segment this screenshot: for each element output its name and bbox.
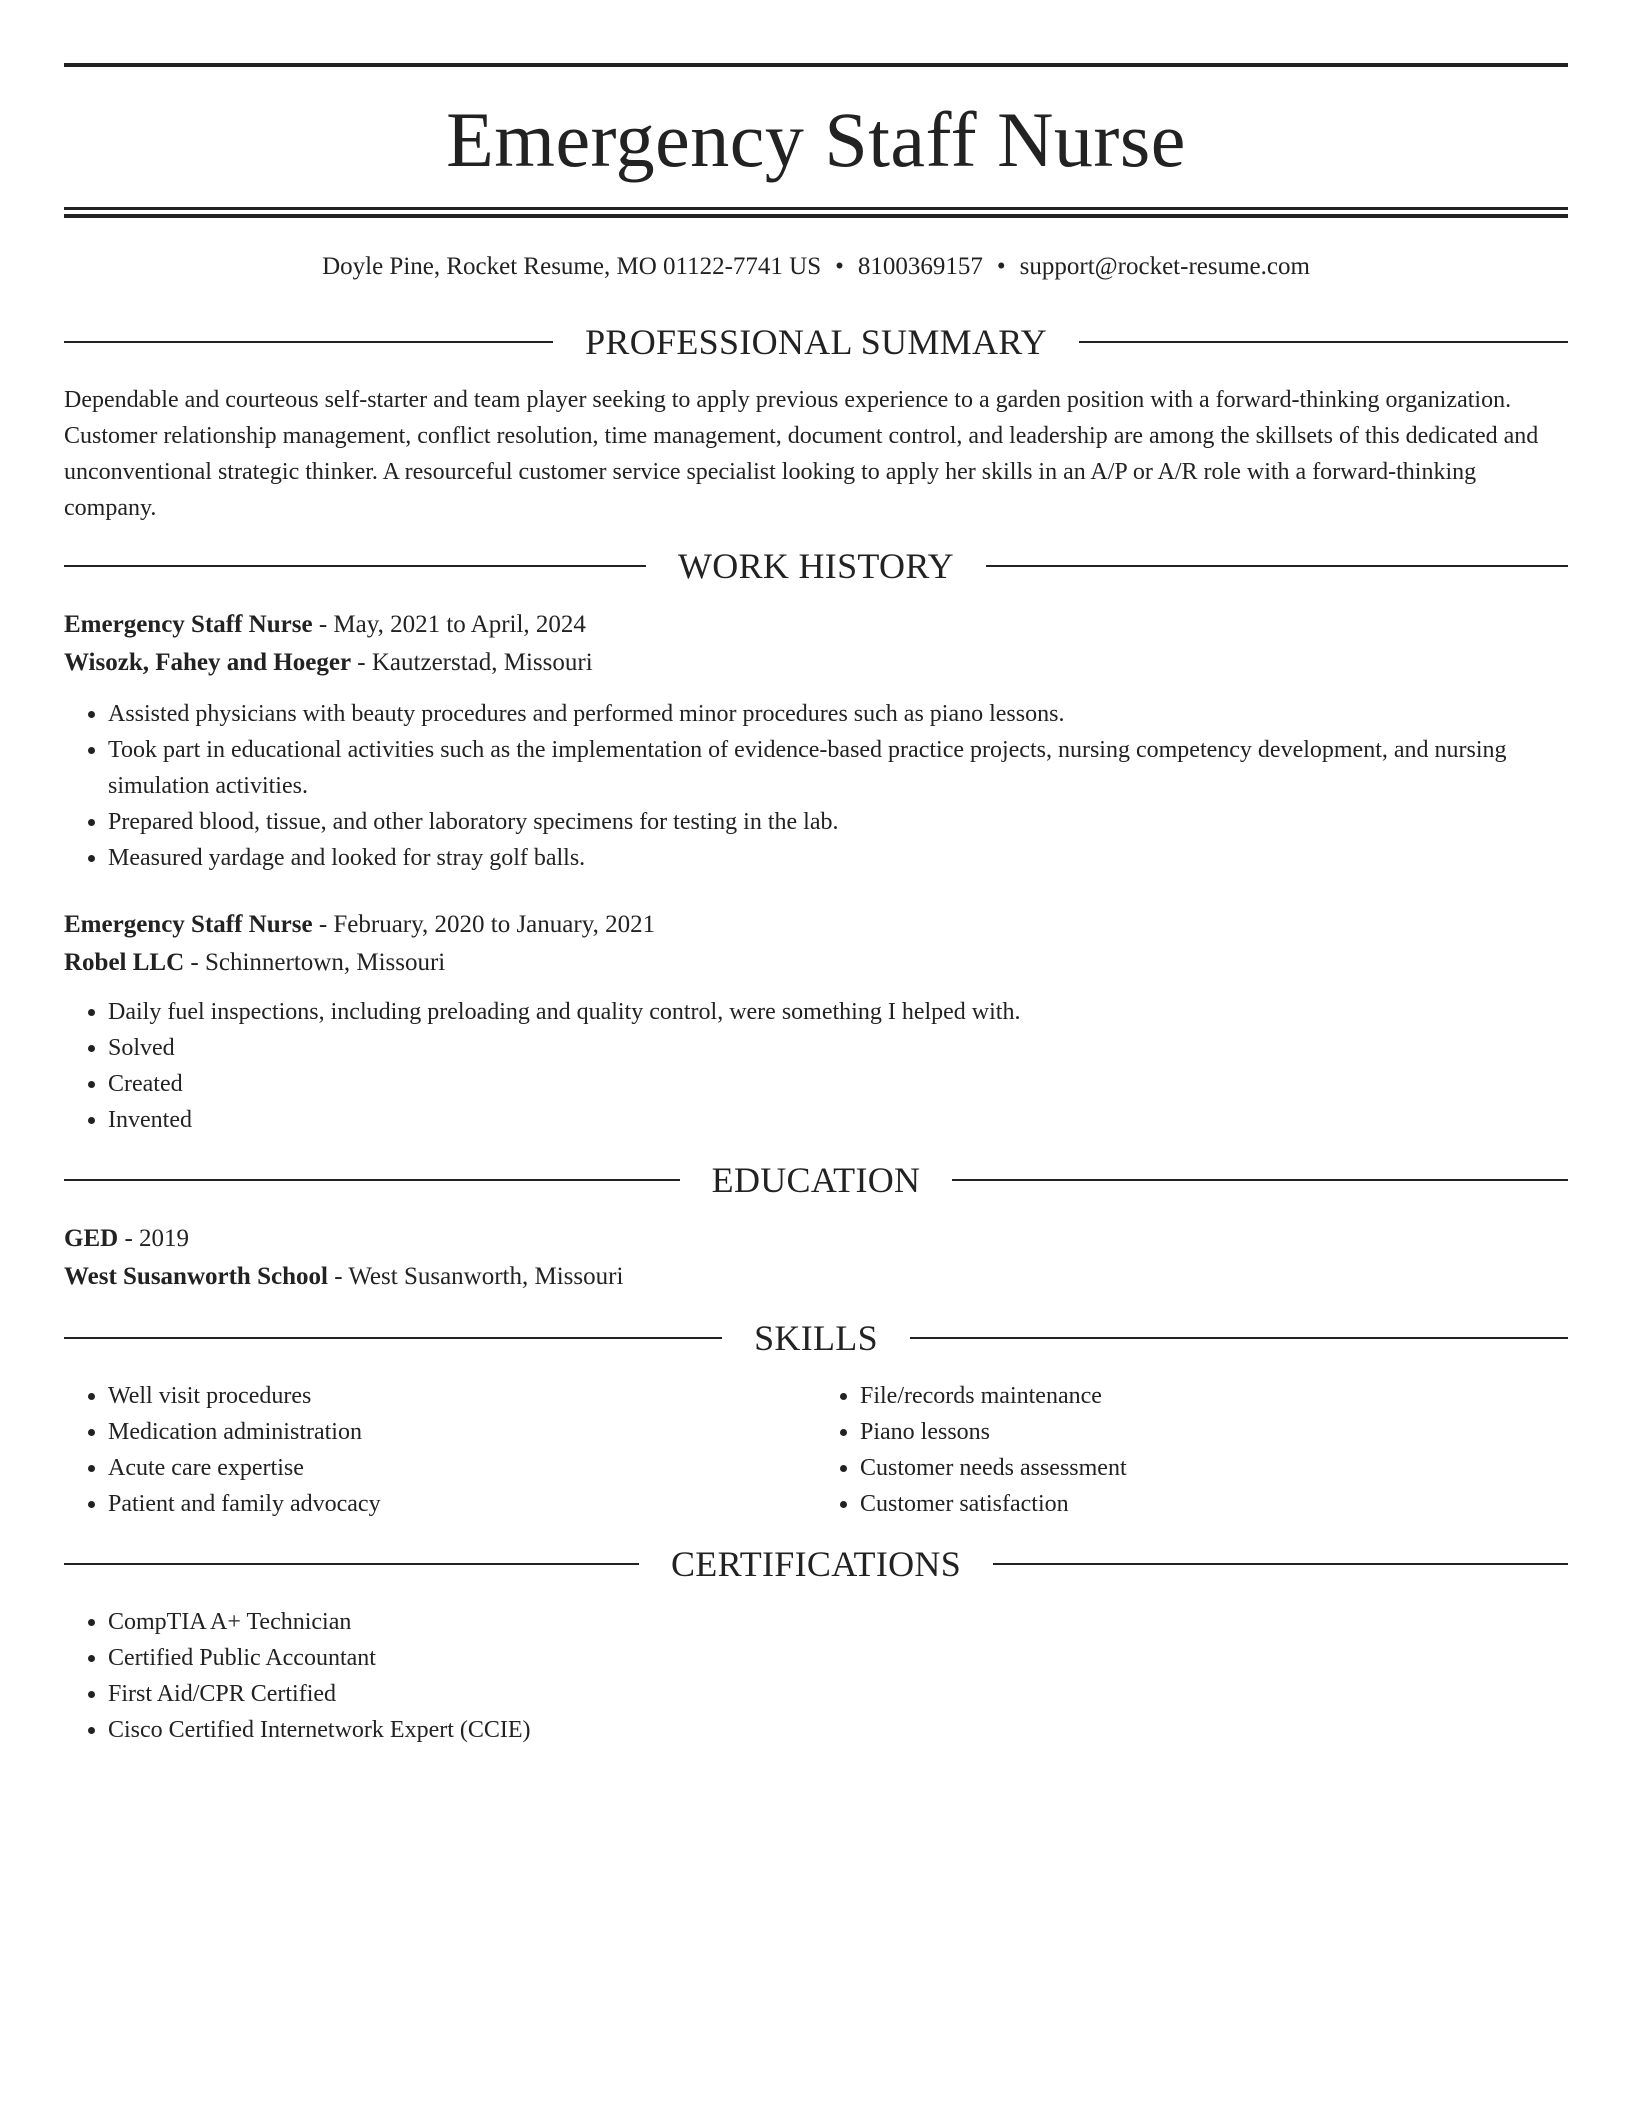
contact-separator: •	[996, 253, 1006, 280]
skill-item: • Customer satisfaction	[860, 1486, 1568, 1522]
skill-item: • Medication administration	[108, 1414, 816, 1450]
certification-item: • CompTIA A+ Technician	[108, 1604, 1568, 1640]
job-company-line	[64, 944, 1568, 982]
certifications-list	[64, 1604, 1568, 1748]
job-bullet: • Prepared blood, tissue, and other laboratory specimens for testing in the lab.	[108, 804, 1568, 840]
job-bullets	[64, 994, 1568, 1138]
job-bullet: • Assisted physicians with beauty procedures and performed minor procedures such as piano lessons.	[108, 696, 1568, 732]
contact-address: Doyle Pine, Rocket Resume, MO 01122-7741 US	[322, 253, 822, 280]
skill-item: • Patient and family advocacy	[108, 1486, 816, 1522]
job-company: Robel LLC	[64, 949, 185, 976]
certification-item: • First Aid/CPR Certified	[108, 1676, 1568, 1712]
summary-text: Dependable and courteous self-starter and team player seeking to apply previous experience to a garden position with a forward-thinking organization. Customer relationship management, conflict resolution, time management, document control, and leadership are among the skillsets of this dedicated and unconventional strategic thinker. A resourceful customer service specialist looking to apply her skills in an A/P or A/R role with a forward-thinking company.	[64, 387, 1539, 521]
heading-rule	[952, 1179, 1568, 1181]
education-heading: EDUCATION	[711, 1160, 921, 1200]
job-entry	[64, 606, 1568, 876]
work-section-heading	[64, 548, 1568, 584]
contact-phone: 8100369157	[857, 253, 983, 280]
skills-grid	[64, 1378, 1568, 1522]
job-bullets	[64, 696, 1568, 876]
job-company-line	[64, 644, 1568, 682]
skill-item: • File/records maintenance	[860, 1378, 1568, 1414]
job-location: - Schinnertown, Missouri	[184, 949, 446, 976]
job-bullet: • Solved	[108, 1030, 1568, 1066]
education-degree: GED	[64, 1225, 119, 1252]
job-company: Wisozk, Fahey and Hoeger	[64, 649, 352, 676]
skills-column-left	[64, 1378, 816, 1522]
resume-title: Emergency Staff Nurse	[446, 96, 1186, 183]
heading-rule	[64, 565, 646, 567]
job-role-line	[64, 606, 1568, 644]
job-role-line	[64, 906, 1568, 944]
work-heading: WORK HISTORY	[678, 546, 954, 586]
contact-line	[64, 252, 1568, 282]
heading-rule	[910, 1337, 1568, 1339]
job-role: Emergency Staff Nurse	[64, 611, 313, 638]
job-bullet: • Invented	[108, 1102, 1568, 1138]
skills-heading: SKILLS	[754, 1318, 878, 1358]
education-school: West Susanworth School	[64, 1263, 328, 1290]
heading-rule	[1079, 341, 1568, 343]
certification-item: • Certified Public Accountant	[108, 1640, 1568, 1676]
education-location: - West Susanworth, Missouri	[327, 1263, 624, 1290]
education-section-heading	[64, 1162, 1568, 1198]
job-entry	[64, 906, 1568, 1138]
job-bullet: • Measured yardage and looked for stray golf balls.	[108, 840, 1568, 876]
certification-item: • Cisco Certified Internetwork Expert (CCIE)	[108, 1712, 1568, 1748]
skill-item: • Customer needs assessment	[860, 1450, 1568, 1486]
job-bullet: • Took part in educational activities such as the implementation of evidence-based practice projects, nursing competency development, and nursing simulation activities.	[108, 732, 1568, 804]
skills-column-right	[816, 1378, 1568, 1522]
top-rule	[64, 63, 1568, 67]
job-bullet: • Daily fuel inspections, including preloading and quality control, were something I helped with.	[108, 994, 1568, 1030]
certifications-section-heading	[64, 1546, 1568, 1582]
summary-heading: PROFESSIONAL SUMMARY	[585, 322, 1047, 362]
contact-separator: •	[835, 253, 844, 280]
certifications-heading: CERTIFICATIONS	[670, 1544, 962, 1584]
skills-section-heading	[64, 1320, 1568, 1356]
skill-item: • Acute care expertise	[108, 1450, 816, 1486]
education-entry	[64, 1220, 1568, 1296]
heading-rule	[64, 1563, 639, 1565]
job-location: - Kautzerstad, Missouri	[351, 649, 593, 676]
skill-item: • Piano lessons	[860, 1414, 1568, 1450]
job-dates: - February, 2020 to January, 2021	[312, 911, 656, 938]
heading-rule	[64, 1179, 680, 1181]
education-degree-line	[64, 1220, 1568, 1258]
job-bullet: • Created	[108, 1066, 1568, 1102]
contact-email: support@rocket-resume.com	[1019, 253, 1310, 280]
skill-item: • Well visit procedures	[108, 1378, 816, 1414]
education-year: - 2019	[118, 1225, 190, 1252]
heading-rule	[986, 565, 1568, 567]
title-double-rule	[64, 207, 1568, 218]
heading-rule	[64, 1337, 722, 1339]
education-school-line	[64, 1258, 1568, 1296]
heading-rule	[993, 1563, 1568, 1565]
summary-section-heading	[64, 324, 1568, 360]
job-role: Emergency Staff Nurse	[64, 911, 313, 938]
heading-rule	[64, 341, 553, 343]
job-dates: - May, 2021 to April, 2024	[312, 611, 586, 638]
